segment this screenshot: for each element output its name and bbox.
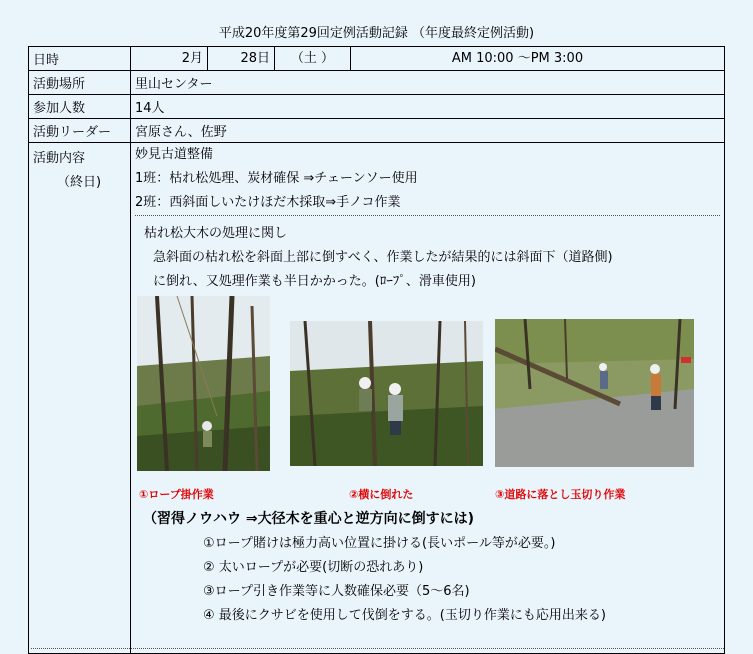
paragraph-line: 急斜面の枯れ松を斜面上部に倒すべく、作業したが結果的には斜面下（道路側) [153, 250, 613, 265]
document-title: 平成20年度第29回定例活動記録 （年度最終定例活動) [218, 26, 535, 41]
photo-caption-3: ③道路に落とし玉切り作業 [495, 488, 626, 501]
place-row [29, 71, 725, 95]
content-line: 妙見古道整備 [135, 147, 214, 162]
participants-row [29, 95, 725, 119]
date-day: 28日 [208, 47, 275, 70]
content-sublabel: （終日) [57, 175, 102, 190]
leader-label: 活動リーダー [29, 119, 131, 143]
place-label: 活動場所 [29, 71, 131, 95]
know-how-item: ② 太いロープが必要(切断の恐れあり) [203, 560, 424, 575]
content-details [131, 216, 724, 653]
content-label-cell [29, 143, 131, 654]
photo-caption-2: ②横に倒れた [349, 488, 414, 501]
know-how-item: ③ロープ引き作業等に人数確保必要（5〜6名) [203, 584, 470, 599]
photo-caption-1: ①ロープ掛作業 [139, 488, 214, 501]
content-value-cell [131, 143, 725, 654]
photo-road-cutting [495, 319, 694, 467]
know-how-item: ④ 最後にクサビを使用して伐倒をする。(玉切り作業にも応用出来る) [203, 608, 606, 623]
paragraph-line: 枯れ松大木の処理に関し [144, 226, 288, 241]
date-weekday: （土 ） [275, 47, 351, 70]
date-value-cell [131, 47, 725, 71]
know-how-heading: （習得ノウハウ ⇒大径木を重心と逆方向に倒すには) [143, 511, 475, 527]
content-label: 活動内容 [33, 151, 86, 166]
date-month: 2月 [131, 47, 208, 70]
content-line: 2班：西斜面しいたけほだ木採取⇒手ノコ作業 [135, 191, 720, 216]
leader-value: 宮原さん、佐野 [131, 119, 725, 143]
paragraph-line: に倒れ、又処理作業も半日かかった。(ﾛｰﾌﾟ、滑車使用) [153, 274, 476, 289]
photo-tree-fell-sideways [290, 321, 483, 466]
photo-rope-work [137, 296, 270, 471]
date-row [29, 47, 725, 71]
activity-record-table [28, 46, 725, 654]
bottom-dotted-line [31, 648, 724, 649]
participants-value: 14人 [131, 95, 725, 119]
date-label: 日時 [29, 47, 131, 71]
participants-label: 参加人数 [29, 95, 131, 119]
know-how-item: ①ロープ賭けは極力高い位置に掛ける(長いポール等が必要。) [203, 536, 556, 551]
content-row [29, 143, 725, 654]
date-time: AM 10:00 〜PM 3:00 [451, 51, 584, 66]
content-line: 1班：枯れ松処理、炭材確保 ⇒チェーンソー使用 [135, 171, 418, 186]
leader-row [29, 119, 725, 143]
place-value: 里山センター [131, 71, 725, 95]
